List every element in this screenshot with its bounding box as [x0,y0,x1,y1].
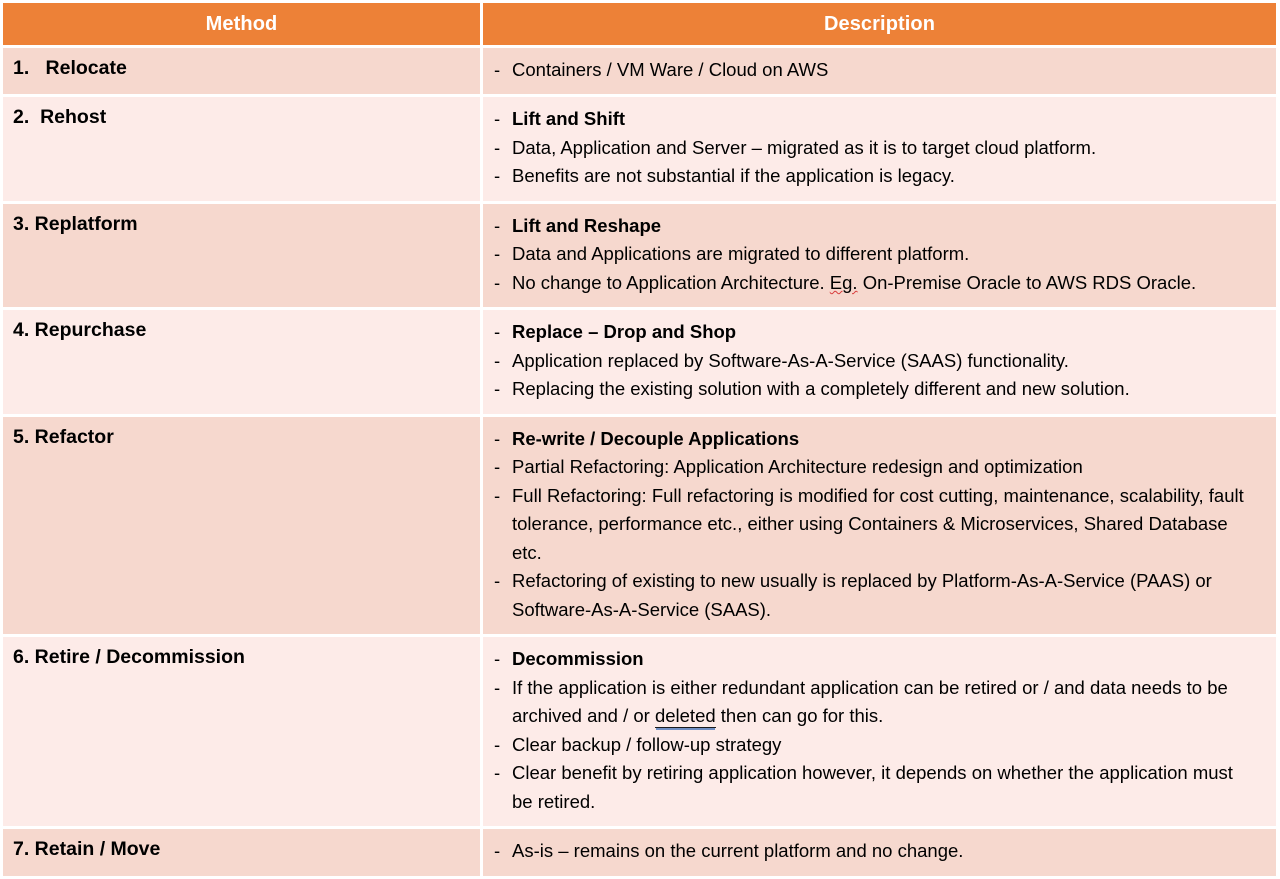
bullet-dash-icon: - [494,59,501,80]
method-cell [0,310,483,416]
text-fragment: On-Premise Oracle to AWS RDS Oracle. [857,271,1197,293]
description-bullet-text: Benefits are not substantial if the application is legacy. [512,165,955,187]
method-label: 3. Replatform [13,212,138,235]
column-header-description: Description [483,0,1280,48]
bullet-dash-icon: - [494,108,501,130]
bullet-dash-icon: - [494,136,501,158]
description-bullet-text: Clear benefit by retiring application however, it depends on whether the application must be retired. [512,762,1233,812]
method-label: 4. Repurchase [13,319,147,342]
description-cell [483,417,1280,637]
bullet-dash-icon: - [494,570,501,592]
table-header-row [0,0,1280,48]
description-cell [483,829,1280,878]
table-row [0,48,1280,97]
description-bullet [483,567,1262,624]
method-cell [0,829,483,878]
description-bullet [483,674,1262,731]
description-bullet-text: Lift and Reshape [512,214,662,236]
description-bullet [483,759,1262,816]
table-header [0,0,1280,48]
bullet-dash-icon: - [494,648,501,670]
bullet-dash-icon: - [494,349,501,371]
bullet-dash-icon: - [494,378,501,400]
spellcheck-marked-word: Eg. [829,271,858,293]
description-bullet [483,318,1262,346]
bullet-dash-icon: - [494,165,501,187]
table-row [0,310,1280,416]
bullet-dash-icon: - [494,271,501,293]
description-bullet [483,837,1262,865]
description-bullet [483,375,1262,403]
description-bullet-text: Application replaced by Software-As-A-Service (SAAS) functionality. [512,349,1069,371]
text-fragment: If the application is either redundant application can be retired or / and data needs to be archived and / or [512,676,1228,727]
text-fragment: No change to Application Architecture. [512,271,830,293]
description-bullet-text: Data, Application and Server – migrated as it is to target cloud platform. [512,136,1097,158]
description-bullet-text: Clear backup / follow-up strategy [512,733,782,755]
description-list [483,310,1276,413]
bullet-dash-icon: - [494,484,501,506]
table-row [0,204,1280,310]
bullet-dash-icon: - [494,840,501,862]
text-fragment: then can go for this. [715,705,884,727]
bullet-dash-icon: - [494,456,501,478]
column-header-method: Method [0,0,483,48]
description-bullet [483,56,1262,84]
method-label: 5. Refactor [13,425,114,448]
description-bullet-text: Containers / VM Ware / Cloud on AWS [512,59,829,80]
description-bullet [483,162,1262,190]
description-bullet [483,134,1262,162]
description-bullet [483,731,1262,759]
description-bullet [483,425,1262,453]
description-cell [483,637,1280,829]
description-bullet-text: Decommission [512,648,644,670]
description-list [483,637,1276,826]
description-bullet-text: As-is – remains on the current platform and no change. [512,840,964,862]
table-row [0,829,1280,878]
method-cell [0,637,483,829]
method-label: 1. Relocate [13,57,127,79]
method-label: 7. Retain / Move [13,838,161,861]
description-bullet-text: Refactoring of existing to new usually is replaced by Platform-As-A-Service (PAAS) or Software-As-A-Service (SAAS). [512,570,1212,620]
bullet-dash-icon: - [494,733,501,755]
method-cell [0,48,483,97]
bullet-dash-icon: - [494,427,501,449]
description-bullet-text: Partial Refactoring: Application Architecture redesign and optimization [512,456,1083,478]
description-bullet-text [512,674,1262,731]
description-cell [483,204,1280,310]
description-list [483,204,1276,307]
description-bullet [483,240,1262,268]
description-cell [483,310,1280,416]
bullet-dash-icon: - [494,762,501,784]
table-row [0,417,1280,637]
description-list [483,48,1276,94]
description-bullet-text: Re-write / Decouple Applications [512,427,800,449]
description-bullet-text: Replace – Drop and Shop [512,321,737,343]
table-row [0,97,1280,203]
description-bullet [483,347,1262,375]
bullet-dash-icon: - [494,243,501,265]
description-bullet-text: Lift and Shift [512,108,626,130]
description-bullet [483,269,1262,297]
bullet-dash-icon: - [494,676,501,698]
bullet-dash-icon: - [494,321,501,343]
method-cell [0,417,483,637]
method-label: 2. Rehost [13,106,107,129]
description-list [483,829,1276,875]
description-cell [483,97,1280,203]
description-bullet-text: Full Refactoring: Full refactoring is modified for cost cutting, maintenance, scalability, fault tolerance, performance etc., either using Containers & Microservices, Shared Database etc. [512,484,1244,563]
method-label: 6. Retire / Decommission [13,646,245,669]
description-bullet-text [512,269,1262,297]
description-bullet [483,482,1262,567]
description-bullet-text: Replacing the existing solution with a completely different and new solution. [512,378,1130,400]
description-list [483,417,1276,634]
method-cell [0,204,483,310]
description-cell [483,48,1280,97]
description-bullet [483,105,1262,133]
table-body [0,48,1280,879]
description-bullet [483,453,1262,481]
method-cell [0,97,483,203]
table-row [0,637,1280,829]
description-bullet-text: Data and Applications are migrated to different platform. [512,243,970,265]
bullet-dash-icon: - [494,214,501,236]
description-list [483,97,1276,200]
description-bullet [483,645,1262,673]
description-bullet [483,212,1262,240]
grammar-marked-word: deleted [654,705,716,727]
